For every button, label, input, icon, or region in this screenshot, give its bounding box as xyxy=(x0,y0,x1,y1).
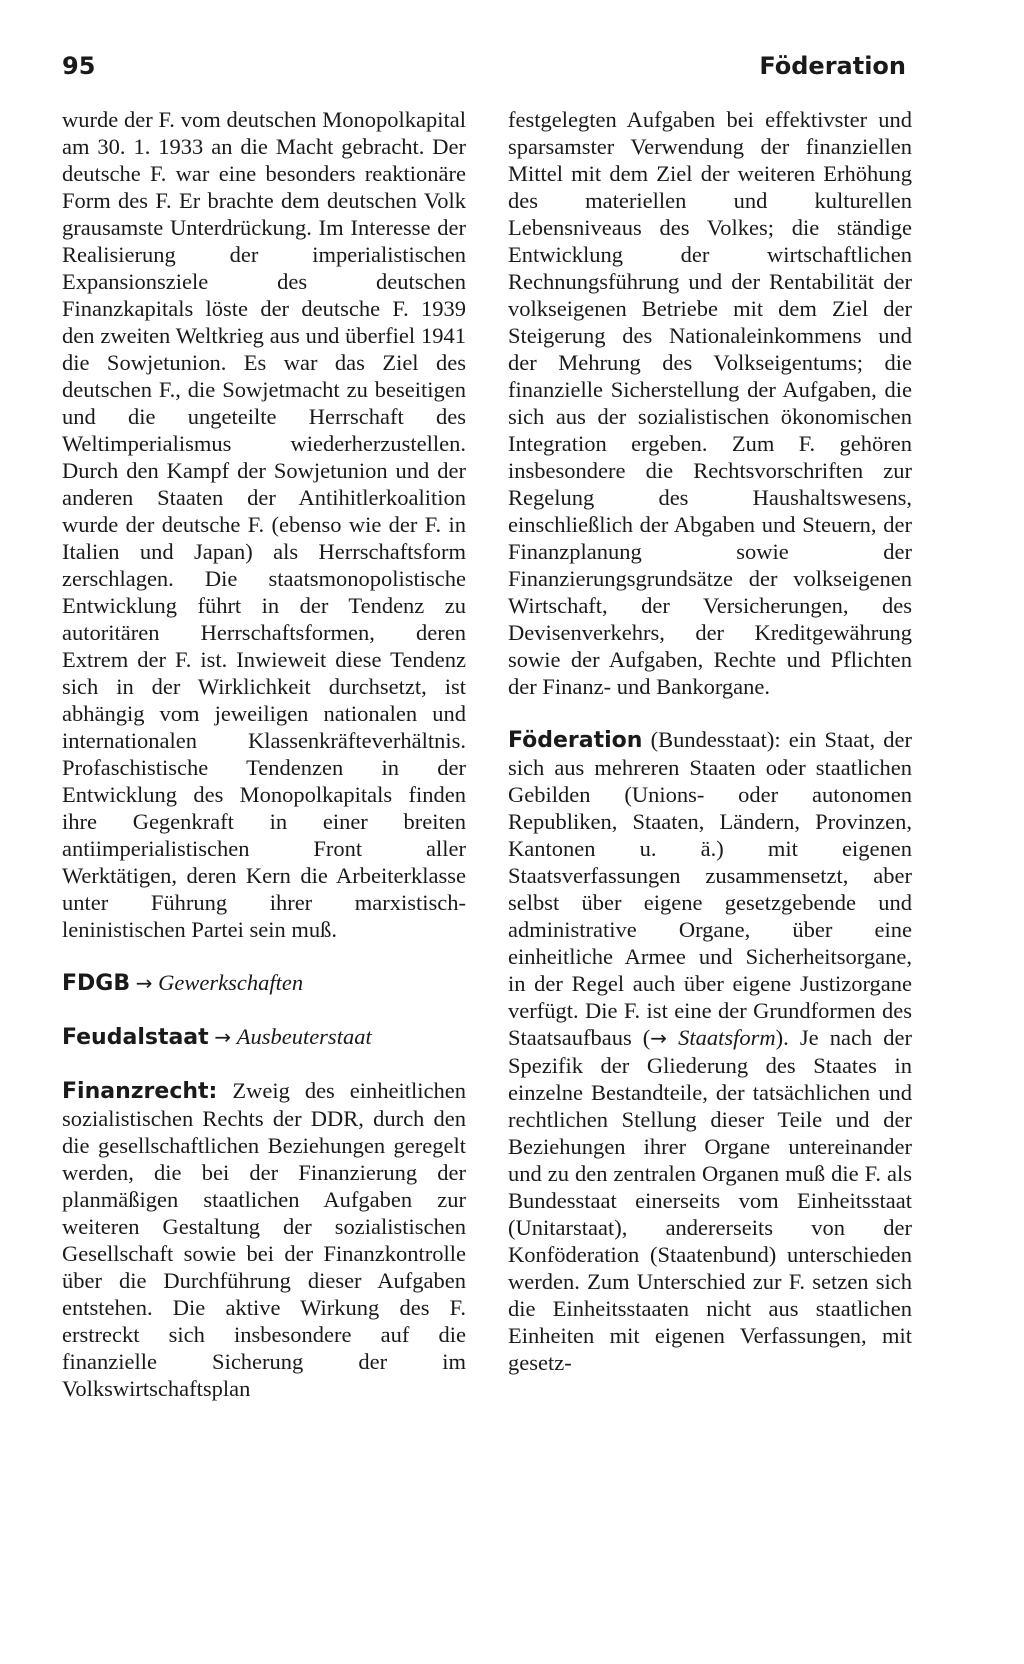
cross-reference: Ausbeuterstaat xyxy=(236,1024,372,1049)
left-column xyxy=(62,106,466,1402)
cross-reference-arrow-icon: → xyxy=(214,1025,232,1049)
entry-feudalstaat xyxy=(62,1023,466,1051)
cross-reference: Gewerkschaften xyxy=(158,970,304,995)
body-text: (Bundesstaat): ein Staat, der sich aus mehreren Staaten oder staatlichen Gebilden (Unions- oder autonomen Republiken, Staaten, Ländern, Provinzen, Kantonen u. ä.) mit eigenen Staatsverfassungen zusammensetzt, aber selbst über eigene gesetzgebende und administrative Organe, über eine einheitliche Armee und Sicherheitsorgane, in der Regel auch über eigene Justizorgane verfügt. Die F. ist eine der Grundformen des Staatsaufbaus ( xyxy=(508,727,912,1050)
entry-term: FDGB xyxy=(62,971,131,996)
right-column xyxy=(508,106,912,1376)
entry-fdgb xyxy=(62,969,466,997)
entry-term: Föderation xyxy=(508,728,643,753)
cross-reference-arrow-icon: → xyxy=(135,971,153,995)
body-text: ). Je nach der Spezifik der Gliederung des Staates in einzelne Bestandteile, der tatsächlichen und rechtlichen Stellung dieser Teile und der Beziehungen ihrer Organe untereinander und zu den zentralen Organen muß die F. als Bundesstaat einerseits vom Einheitsstaat (Unitarstaat), andererseits von der Konföderation (Staatenbund) unterschieden werden. Zum Unterschied zur F. setzen sich die Einheitsstaaten nicht aus staatlichen Einheiten mit eigenen Verfassungen, mit gesetz- xyxy=(508,1025,912,1375)
body-text: wurde der F. vom deutschen Monopolkapital am 30. 1. 1933 an die Macht gebracht. Der deutsche F. war eine besonders reaktionäre Form des F. Er brachte dem deutschen Volk grausamste Unterdrückung. Im Interesse der Realisierung der imperialistischen Expansionsziele des deutschen Finanzkapitals löste der deutsche F. 1939 den zweiten Weltkrieg aus und überfiel 1941 die Sowjetunion. Es war das Ziel des deutschen F., die Sowjetmacht zu beseitigen und die ungeteilte Herrschaft des Weltimperialismus wiederherzustellen. Durch den Kampf der Sowjetunion und der anderen Staaten der Antihitlerkoalition wurde der deutsche F. (ebenso wie der F. in Italien und Japan) als Herrschaftsform zerschlagen. Die staatsmonopolistische Entwicklung führt in der Tendenz zu autoritären Herrschaftsformen, deren Extrem der F. ist. Inwieweit diese Tendenz sich in der Wirklichkeit durchsetzt, ist abhängig vom jeweiligen nationalen und internationalen Klassenkräfteverhältnis. Profaschistische Tendenzen in der Entwicklung des Monopolkapitals finden ihre Gegenkraft in einer breiten antiimperialistischen Front aller Werktätigen, deren Kern die Arbeiterklasse unter Führung ihrer marxistisch-leninistischen Partei sein muß. xyxy=(62,107,466,942)
entry-foederation xyxy=(508,726,912,1376)
page-number: 95 xyxy=(62,52,96,80)
cross-reference-arrow-icon: → xyxy=(650,1026,668,1050)
cross-reference: Staatsform xyxy=(678,1025,776,1050)
finanzrecht-entry-continuation xyxy=(508,106,912,700)
body-text: festgelegten Aufgaben bei effektivster und sparsamster Verwendung der finanziellen Mittel mit dem Ziel der weiteren Erhöhung des materiellen und kulturellen Lebensniveaus des Volkes; die ständige Entwicklung der wirtschaftlichen Rechnungsführung und der Rentabilität der volkseigenen Betriebe mit dem Ziel der Steigerung des Nationaleinkommens und der Mehrung des Volkseigentums; die finanzielle Sicherstellung der Aufgaben, die sich aus der sozialistischen ökonomischen Integration ergeben. Zum F. gehören insbesondere die Rechtsvorschriften zur Regelung des Haushaltswesens, einschließlich der Abgaben und Steuern, der Finanzplanung sowie der Finanzierungsgrundsätze der volkseigenen Wirtschaft, der Versicherungen, des Devisenverkehrs, der Kreditgewährung sowie der Aufgaben, Rechte und Pflichten der Finanz- und Bankorgane. xyxy=(508,107,912,699)
entry-finanzrecht xyxy=(62,1077,466,1402)
faschismus-entry-continuation xyxy=(62,106,466,943)
body-text: Zweig des einheitlichen sozialistischen Rechts der DDR, durch den die gesellschaftlichen Beziehungen geregelt werden, die bei der Finanzierung der planmäßigen staatlichen Aufgaben zur weiteren Gestaltung der sozialistischen Gesellschaft sowie bei der Finanzkontrolle über die Durchführung dieser Aufgaben entstehen. Die aktive Wirkung des F. erstreckt sich insbesondere auf die finanzielle Sicherung der im Volkswirtschaftsplan xyxy=(62,1078,466,1401)
entry-term: Finanzrecht: xyxy=(62,1079,218,1104)
running-head: Föderation xyxy=(759,52,906,80)
entry-term: Feudalstaat xyxy=(62,1025,209,1050)
page-header xyxy=(62,52,906,92)
